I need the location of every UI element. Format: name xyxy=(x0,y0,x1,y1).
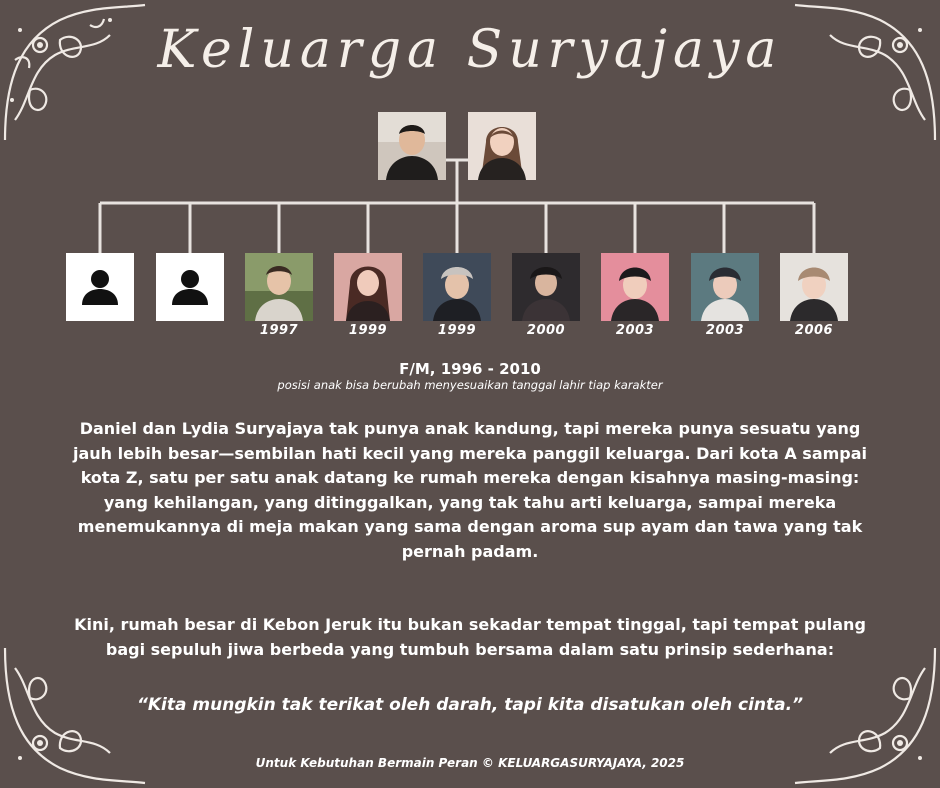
child-birth-year: 2000 xyxy=(526,323,566,338)
child-slot-1 xyxy=(66,253,134,323)
parent-photo-father xyxy=(378,112,446,180)
child-birth-year: 2003 xyxy=(705,323,745,338)
child-slot-5 xyxy=(423,253,491,338)
child-slot-3 xyxy=(245,253,313,338)
child-photo xyxy=(691,253,759,321)
page-title: Keluarga Suryajaya xyxy=(157,20,783,80)
child-birth-year: 2003 xyxy=(615,323,655,338)
child-photo xyxy=(423,253,491,321)
child-photo xyxy=(334,253,402,321)
child-birth-year: 1999 xyxy=(437,323,477,338)
child-slot-9 xyxy=(780,253,848,338)
story-paragraph-2: Kini, rumah besar di Kebon Jeruk itu bukan sekadar tempat tinggal, tapi tempat pulang bagi sepuluh jiwa berbeda yang tumbuh bersama dalam satu prinsip sederhana: xyxy=(74,615,866,659)
footer-credit: Untuk Kebutuhan Bermain Peran © KELUARGASURYAJAYA, 2025 xyxy=(255,756,685,770)
child-slot-2 xyxy=(156,253,224,323)
gender-age-range: F/M, 1996 - 2010 xyxy=(399,360,541,378)
child-slot-6 xyxy=(512,253,580,338)
story-paragraph-1: Daniel dan Lydia Suryajaya tak punya anak kandung, tapi mereka punya sesuatu yang jauh lebih besar—sembilan hati kecil yang mereka panggil keluarga. Dari kota A sampai kota Z, satu per satu anak datang ke rumah mereka dengan kisahnya masing-masing: yang kehilangan, yang ditinggalkan, yang tak tahu arti keluarga, sampai mereka menemukannya di meja makan yang sama dengan aroma sup ayam dan tawa yang tak pernah padam. xyxy=(72,419,868,561)
child-photo xyxy=(601,253,669,321)
child-birth-year: 1999 xyxy=(348,323,388,338)
person-placeholder-icon xyxy=(66,253,134,321)
child-slot-8 xyxy=(691,253,759,338)
child-birth-year: 2006 xyxy=(794,323,834,338)
child-photo xyxy=(780,253,848,321)
child-photo xyxy=(245,253,313,321)
person-placeholder-icon xyxy=(156,253,224,321)
family-quote: “Kita mungkin tak terikat oleh darah, tapi kita disatukan oleh cinta.” xyxy=(136,695,804,715)
child-birth-year: 1997 xyxy=(259,323,299,338)
child-slot-4 xyxy=(334,253,402,338)
child-photo xyxy=(512,253,580,321)
child-slot-7 xyxy=(601,253,669,338)
parent-photo-mother xyxy=(468,112,536,180)
position-note: posisi anak bisa berubah menyesuaikan tanggal lahir tiap karakter xyxy=(277,378,663,392)
